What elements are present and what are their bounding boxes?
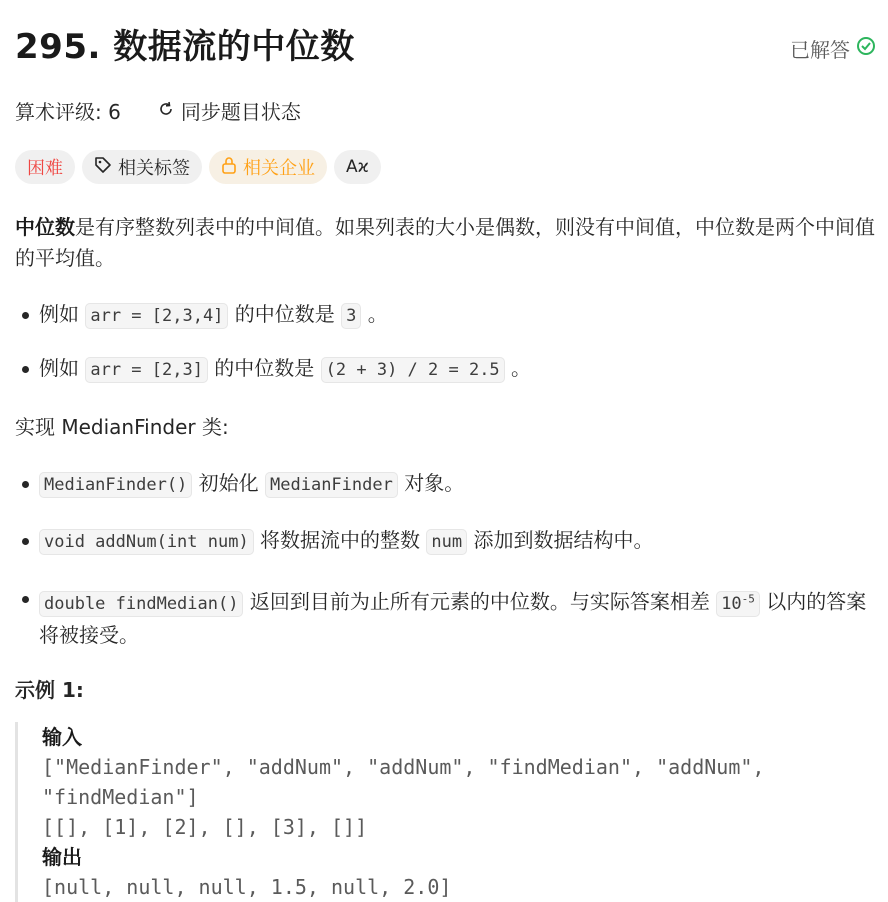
sync-status-button[interactable]: [157, 96, 301, 125]
median-term: 中位数: [15, 215, 75, 239]
code-snippet: void addNum(int num): [39, 529, 254, 555]
list-item: [15, 583, 881, 651]
method-list: [15, 468, 881, 651]
example-title: 示例 1:: [15, 677, 84, 702]
sync-label: 同步题目状态: [180, 100, 301, 124]
related-tags-button[interactable]: [82, 150, 202, 184]
related-companies-button[interactable]: [209, 150, 327, 184]
text: 以内的答案将被接受。: [39, 589, 867, 647]
code-snippet: [716, 591, 760, 617]
meta-row: [15, 96, 301, 125]
check-circle-icon: [856, 36, 876, 61]
text: 初始化: [192, 471, 266, 495]
tag-row: [15, 150, 381, 184]
example-list: [15, 299, 881, 386]
lock-icon: [221, 156, 237, 179]
list-item: [15, 525, 881, 558]
text: 的中位数是: [228, 302, 342, 326]
text: 。: [361, 302, 388, 326]
code-snippet: (2 + 3) / 2 = 2.5: [321, 357, 505, 383]
example-block: [15, 722, 881, 902]
text: 对象。: [397, 471, 465, 495]
solved-status: [790, 34, 876, 63]
related-companies-label: 相关企业: [243, 158, 315, 179]
code-snippet: double findMedian(): [39, 591, 243, 617]
code-snippet: 3: [341, 303, 361, 329]
text: 返回到目前为止所有元素的中位数。与实际答案相差: [243, 589, 717, 614]
text: 的中位数是: [207, 356, 321, 380]
output-label: 输出: [42, 844, 82, 869]
text: 例如: [39, 302, 86, 326]
input-line: ["MedianFinder", "addNum", "addNum", "findMedian", "addNum",: [42, 754, 765, 779]
page-title: 295. 数据流的中位数: [15, 27, 355, 67]
input-line: "findMedian"]: [42, 784, 199, 809]
intro-paragraph: [15, 212, 881, 274]
impl-paragraph: 实现 MedianFinder 类:: [15, 415, 229, 439]
difficulty-badge: [15, 150, 75, 184]
solved-label: 已解答: [790, 38, 850, 62]
rating-label: 算术评级: 6: [15, 100, 121, 124]
input-line: [[], [1], [2], [], [3], []]: [42, 814, 368, 839]
code-snippet: arr = [2,3,4]: [85, 303, 228, 329]
translate-button[interactable]: [334, 150, 381, 184]
title-row: [15, 24, 876, 70]
list-item: [15, 468, 881, 501]
text: 。: [504, 356, 532, 380]
input-label: 输入: [42, 724, 82, 749]
text: 例如: [39, 356, 86, 380]
code-snippet: num: [426, 529, 467, 555]
problem-description: [15, 212, 881, 902]
output-line: [null, null, null, 1.5, null, 2.0]: [42, 874, 452, 899]
list-item: [15, 353, 881, 386]
tag-icon: [94, 156, 112, 179]
text: 添加到数据结构中。: [467, 528, 654, 552]
code-snippet: MedianFinder(): [39, 472, 192, 498]
text: 将数据流中的整数: [253, 528, 427, 552]
related-tags-label: 相关标签: [118, 158, 190, 179]
list-item: [15, 299, 881, 332]
code-snippet: MedianFinder: [265, 472, 398, 498]
text: 10: [721, 593, 742, 614]
superscript: -5: [741, 592, 755, 605]
translate-icon: Aϰ: [346, 157, 369, 177]
intro-text: 是有序整数列表中的中间值。如果列表的大小是偶数，则没有中间值，中位数是两个中间值的平均值。: [15, 215, 875, 270]
difficulty-label: 困难: [27, 158, 63, 179]
code-snippet: arr = [2,3]: [85, 357, 208, 383]
refresh-icon: [157, 99, 175, 123]
